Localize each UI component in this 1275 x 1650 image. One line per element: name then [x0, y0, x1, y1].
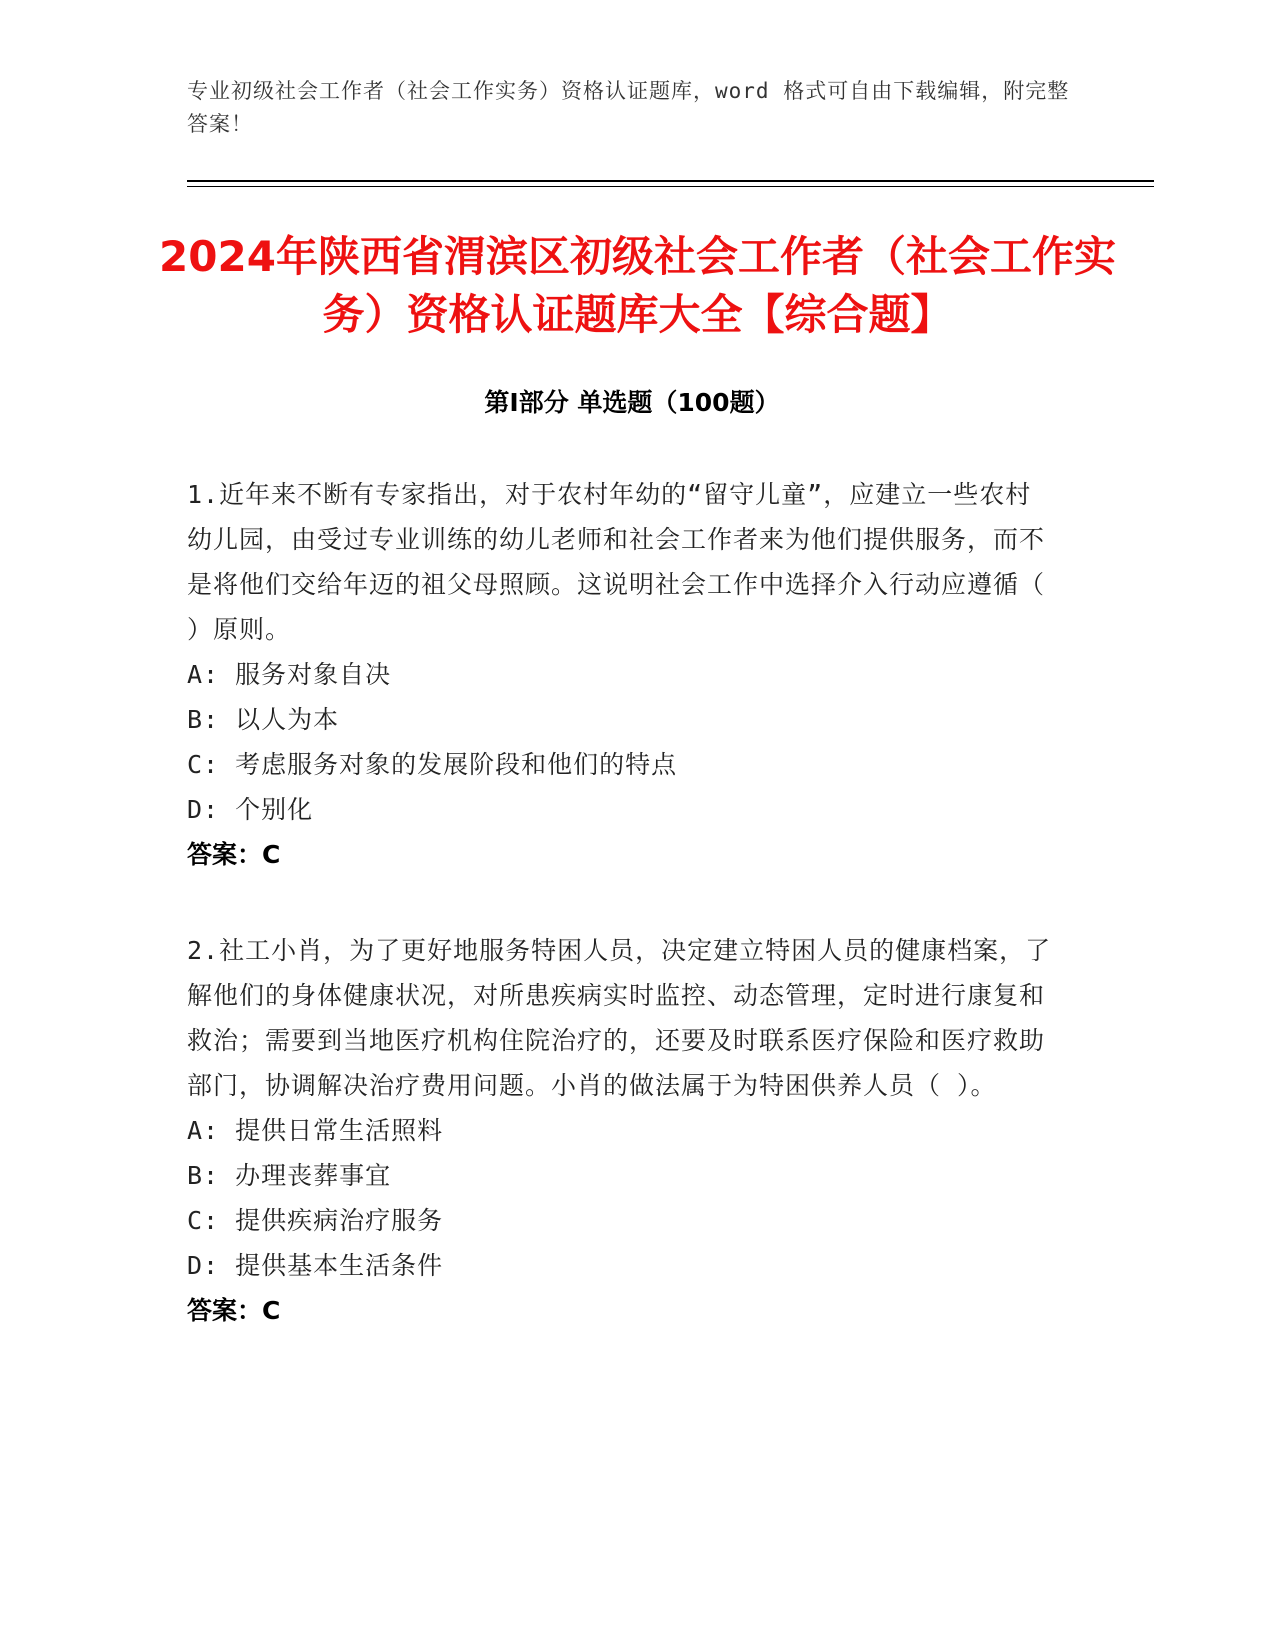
- option-d: D: 个别化: [187, 795, 314, 824]
- question-stem: 2.社工小肖，为了更好地服务特困人员，决定建立特困人员的健康档案，了解他们的身体健康状况，对所患疾病实时监控、动态管理，定时进行康复和救治；需要到当地医疗机构住院治疗的，还要及时联系医疗保险和医疗救助部门，协调解决治疗费用问题。小肖的做法属于为特困供养人员（ ）。: [187, 936, 1052, 1100]
- document-title: 2024年陕西省渭滨区初级社会工作者（社会工作实务）资格认证题库大全【综合题】: [159, 232, 1116, 339]
- option-a: A: 服务对象自决: [187, 660, 392, 689]
- header-divider-thick: [187, 180, 1154, 182]
- section-title: 第Ⅰ部分 单选题（100题）: [484, 388, 780, 417]
- answer-line: 答案：C: [187, 840, 281, 869]
- option-c: C: 提供疾病治疗服务: [187, 1206, 444, 1235]
- option-b: B: 办理丧葬事宜: [187, 1161, 392, 1190]
- question-block: [187, 472, 1057, 877]
- question-block: [187, 928, 1057, 1333]
- option-a: A: 提供日常生活照料: [187, 1116, 444, 1145]
- answer-line: 答案：C: [187, 1296, 281, 1325]
- option-c: C: 考虑服务对象的发展阶段和他们的特点: [187, 750, 678, 779]
- question-stem: 1.近年来不断有专家指出，对于农村年幼的“留守儿童”，应建立一些农村幼儿园，由受过专业训练的幼儿老师和社会工作者来为他们提供服务，而不是将他们交给年迈的祖父母照顾。这说明社会工作中选择介入行动应遵循（ ）原则。: [187, 480, 1046, 644]
- header-divider-thin: [187, 186, 1154, 187]
- option-d: D: 提供基本生活条件: [187, 1251, 444, 1280]
- header-note: 专业初级社会工作者（社会工作实务）资格认证题库，word 格式可自由下载编辑，附完整答案！: [187, 79, 1070, 136]
- option-b: B: 以人为本: [187, 705, 340, 734]
